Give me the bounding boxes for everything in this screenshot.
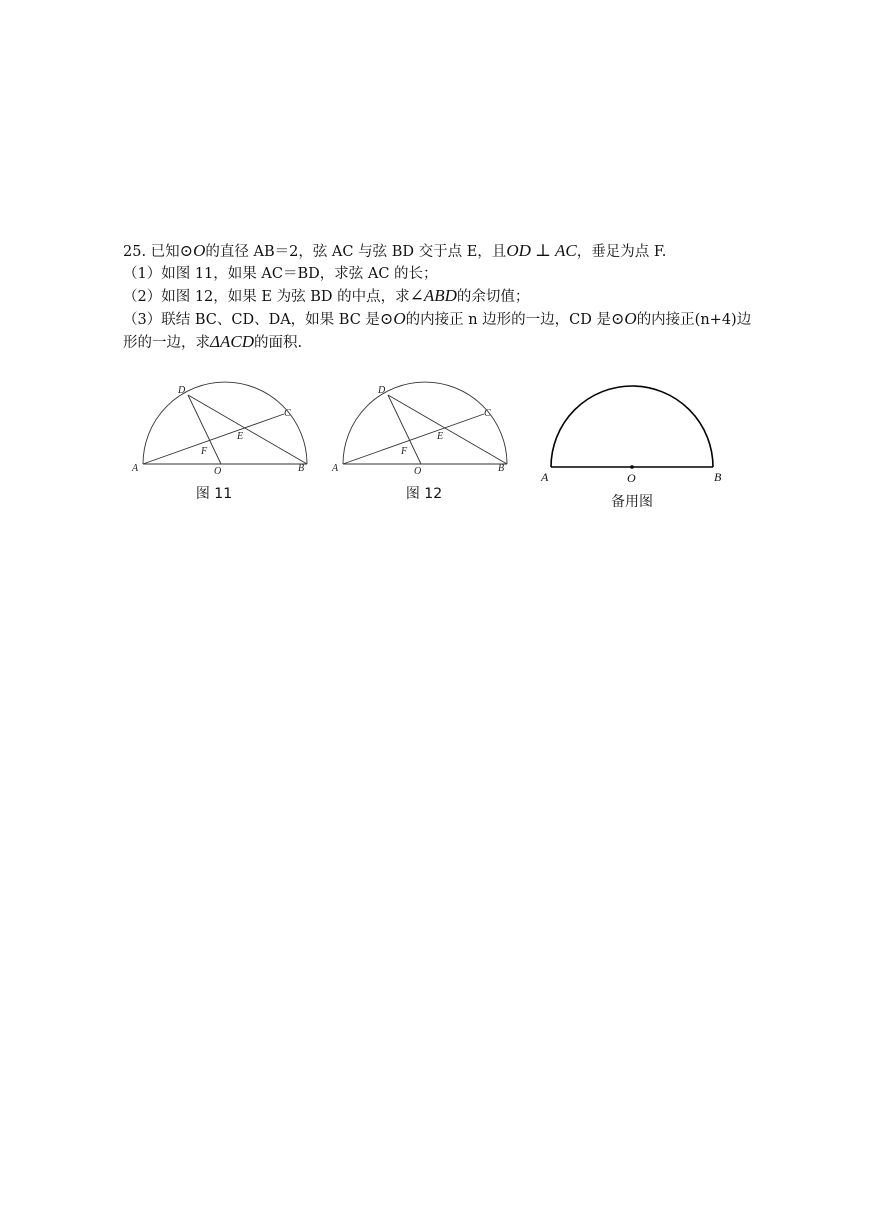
label-f: F bbox=[201, 446, 208, 457]
problem-line-3-prefix: （2）如图 12，如果 E 为弦 BD 的中点，求 bbox=[123, 289, 410, 305]
figure-12-caption: 图 12 bbox=[405, 486, 443, 502]
label-a: A bbox=[541, 470, 549, 484]
problem-line-4 bbox=[123, 308, 763, 331]
label-b: B bbox=[298, 463, 305, 474]
figure-11 bbox=[128, 378, 318, 483]
semicircle-arc bbox=[551, 386, 713, 467]
label-b: B bbox=[498, 463, 505, 474]
triangle-acd-expression: ΔACD bbox=[210, 332, 254, 351]
circle-dot-symbol: ⊙ bbox=[611, 311, 625, 328]
circle-o-symbol: O bbox=[624, 309, 637, 328]
chord-ac bbox=[143, 414, 284, 464]
label-e: E bbox=[437, 431, 444, 442]
label-o: O bbox=[627, 471, 636, 485]
semicircle-arc bbox=[343, 382, 507, 464]
perpendicular-expression: OD ⊥ AC bbox=[506, 241, 577, 260]
label-a: A bbox=[132, 463, 139, 474]
problem-line-4-prefix: （3）联结 BC、CD、DA，如果 BC 是 bbox=[123, 312, 380, 328]
figure-11-diagram bbox=[128, 378, 318, 483]
label-d: D bbox=[378, 385, 386, 396]
label-o: O bbox=[414, 466, 422, 477]
circle-dot-symbol: ⊙ bbox=[379, 311, 394, 328]
problem-line-2: （1）如图 11，如果 AC＝BD，求弦 AC 的长； bbox=[123, 266, 438, 282]
semicircle-arc bbox=[143, 382, 307, 464]
label-e: E bbox=[237, 431, 244, 442]
problem-line-1-text: 的直径 AB＝2，弦 AC 与弦 BD 交于点 E，且 bbox=[205, 244, 507, 260]
label-o: O bbox=[214, 466, 222, 477]
label-a: A bbox=[332, 463, 339, 474]
problem-line-4-mid: 的内接正 n 边形的一边，CD 是 bbox=[405, 312, 611, 328]
label-d: D bbox=[178, 385, 186, 396]
label-c: C bbox=[484, 408, 491, 419]
spare-figure-caption: 备用图 bbox=[611, 494, 653, 510]
angle-abd-expression: ∠ABD bbox=[409, 286, 457, 305]
problem-line-5 bbox=[123, 331, 763, 354]
label-c: C bbox=[284, 408, 291, 419]
figure-12 bbox=[328, 378, 518, 483]
problem-line-3-suffix: 的余切值； bbox=[456, 289, 530, 305]
problem-line-1 bbox=[123, 240, 763, 263]
spare-figure bbox=[536, 380, 736, 490]
circle-dot-symbol: ⊙ bbox=[179, 243, 194, 260]
circle-o-symbol: O bbox=[193, 241, 206, 260]
problem-line-5-suffix: 的面积. bbox=[253, 335, 303, 351]
problem-line-4-suffix: 的内接正(n+4)边 bbox=[636, 312, 752, 328]
center-point-o bbox=[630, 465, 634, 469]
figure-11-caption: 图 11 bbox=[195, 486, 233, 502]
problem-line-3 bbox=[123, 285, 763, 308]
problem-line-1-suffix: ，垂足为点 F. bbox=[576, 244, 667, 260]
spare-figure-diagram bbox=[536, 380, 736, 490]
problem-line-5-prefix: 形的一边，求 bbox=[123, 335, 210, 351]
label-b: B bbox=[714, 470, 722, 484]
circle-o-symbol: O bbox=[393, 309, 406, 328]
chord-ac bbox=[343, 414, 484, 464]
figure-12-diagram bbox=[328, 378, 518, 483]
problem-text bbox=[123, 240, 763, 354]
problem-number-text: 25. 已知 bbox=[123, 244, 180, 260]
label-f: F bbox=[401, 446, 408, 457]
